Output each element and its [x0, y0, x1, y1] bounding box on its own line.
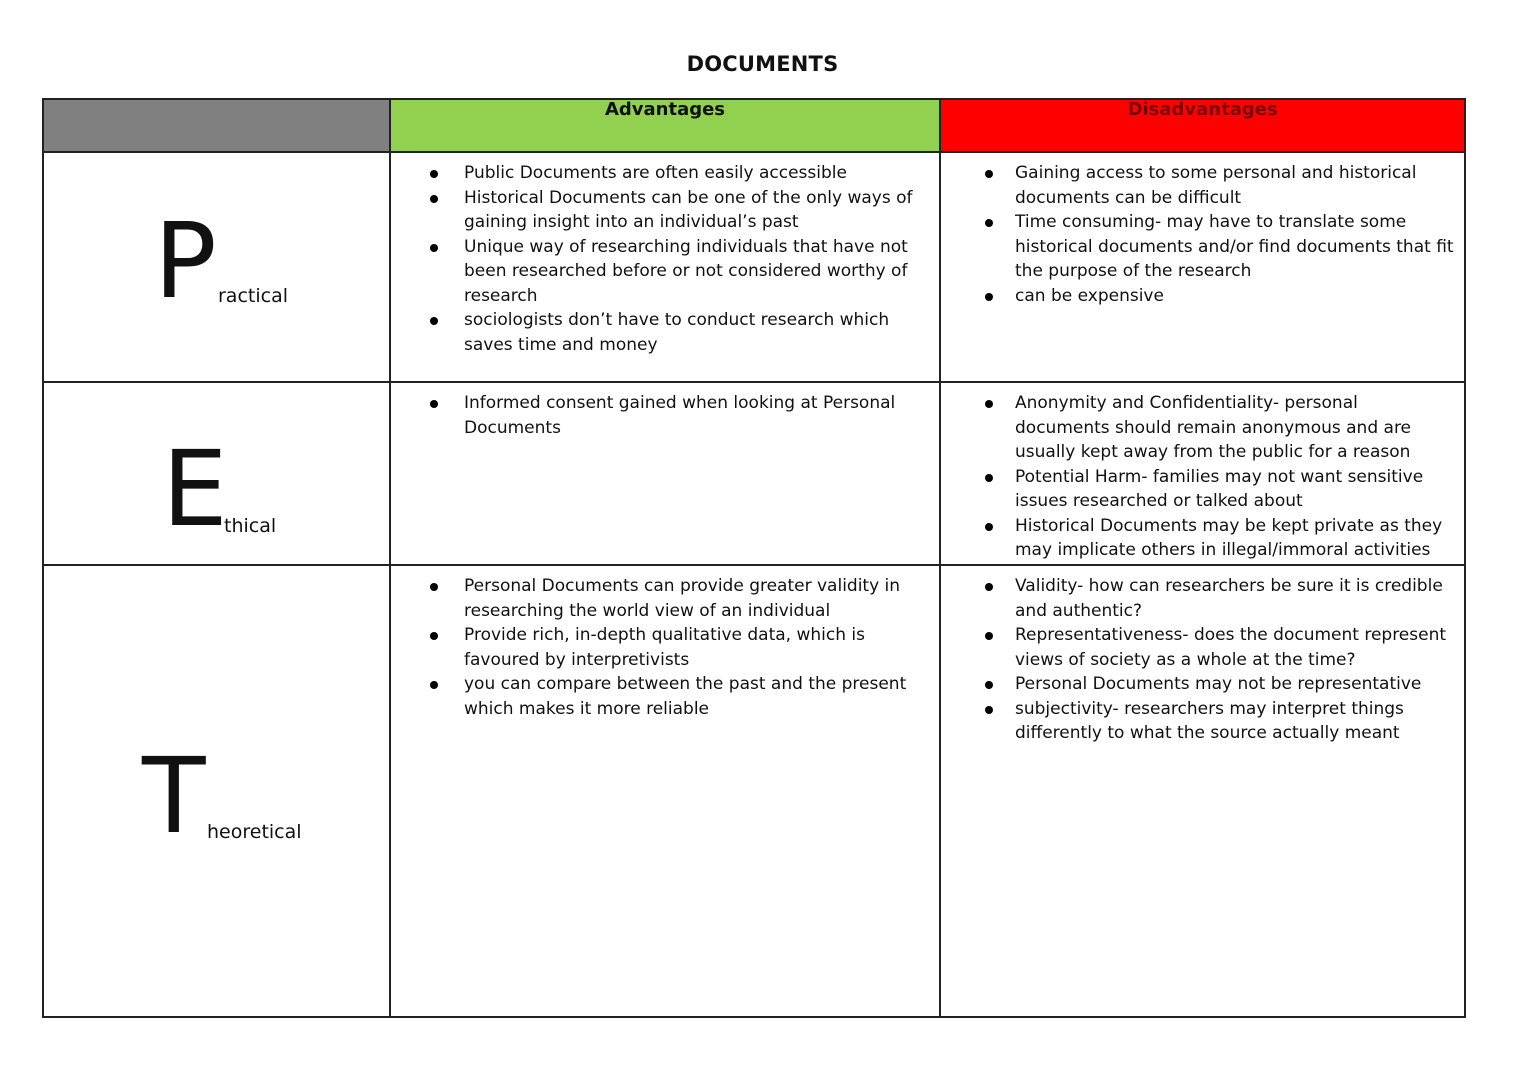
bullet-icon: [985, 170, 993, 178]
bullet-icon: [430, 244, 438, 252]
list-item: Gaining access to some personal and historical documents can be difficult: [941, 161, 1464, 210]
bullet-icon: [985, 474, 993, 482]
bullet-icon: [985, 400, 993, 408]
bullet-icon: [430, 681, 438, 689]
bullet-icon: [985, 293, 993, 301]
list-item: Potential Harm- families may not want sensitive issues researched or talked about: [941, 465, 1464, 514]
list-item: Personal Documents may not be representative: [941, 672, 1464, 697]
practical-disadvantages: [940, 152, 1465, 382]
list-item: Personal Documents can provide greater validity in researching the world view of an individual: [391, 574, 939, 623]
practical-row: [43, 152, 1465, 382]
list-item: Historical Documents can be one of the only ways of gaining insight into an individual’s past: [391, 186, 939, 235]
theoretical-advantages: [390, 565, 940, 1017]
advantages-header-label: Advantages: [604, 99, 726, 120]
list-item: Time consuming- may have to translate some historical documents and/or find documents that fit the purpose of the research: [941, 210, 1464, 284]
list-item: Informed consent gained when looking at Personal Documents: [391, 391, 939, 440]
theoretical-letter: T: [142, 735, 206, 857]
practical-word: ractical: [218, 285, 288, 307]
list-item: Unique way of researching individuals that have not been researched before or not considered worthy of research: [391, 235, 939, 309]
bullet-icon: [430, 195, 438, 203]
list-item: Anonymity and Confidentiality- personal documents should remain anonymous and are usually kept away from the public for a reason: [941, 391, 1464, 465]
pet-table: [42, 98, 1466, 1018]
practical-advantages: [390, 152, 940, 382]
practical-label-cell: [43, 152, 390, 382]
theoretical-word: heoretical: [207, 821, 302, 843]
ethical-advantages: [390, 382, 940, 565]
disadvantages-header-label: Disadvantages: [1127, 99, 1278, 120]
bullet-icon: [430, 170, 438, 178]
document-title: DOCUMENTS: [686, 52, 839, 76]
ethical-letter: E: [162, 428, 228, 550]
bullet-icon: [430, 583, 438, 591]
list-item: sociologists don’t have to conduct research which saves time and money: [391, 308, 939, 357]
list-item: Historical Documents may be kept private as they may implicate others in illegal/immoral activities: [941, 514, 1464, 563]
disadvantages-header: [940, 99, 1465, 152]
bullet-icon: [985, 706, 993, 714]
bullet-icon: [985, 523, 993, 531]
list-item: subjectivity- researchers may interpret things differently to what the source actually meant: [941, 697, 1464, 746]
ethical-word: thical: [224, 515, 277, 537]
ethical-row: [43, 382, 1465, 565]
bullet-icon: [985, 632, 993, 640]
bullet-icon: [430, 400, 438, 408]
corner-cell: [43, 99, 390, 152]
list-item: Provide rich, in-depth qualitative data, which is favoured by interpretivists: [391, 623, 939, 672]
theoretical-disadvantages: [940, 565, 1465, 1017]
bullet-icon: [985, 681, 993, 689]
bullet-icon: [985, 583, 993, 591]
practical-letter: P: [154, 200, 217, 322]
ethical-label-cell: [43, 382, 390, 565]
header-row: [43, 99, 1465, 152]
list-item: Public Documents are often easily accessible: [391, 161, 939, 186]
ethical-disadvantages: [940, 382, 1465, 565]
list-item: can be expensive: [941, 284, 1464, 309]
bullet-icon: [985, 219, 993, 227]
bullet-icon: [430, 632, 438, 640]
theoretical-row: [43, 565, 1465, 1017]
theoretical-label-cell: [43, 565, 390, 1017]
list-item: you can compare between the past and the present which makes it more reliable: [391, 672, 939, 721]
list-item: Representativeness- does the document represent views of society as a whole at the time?: [941, 623, 1464, 672]
list-item: Validity- how can researchers be sure it is credible and authentic?: [941, 574, 1464, 623]
advantages-header: [390, 99, 940, 152]
bullet-icon: [430, 317, 438, 325]
